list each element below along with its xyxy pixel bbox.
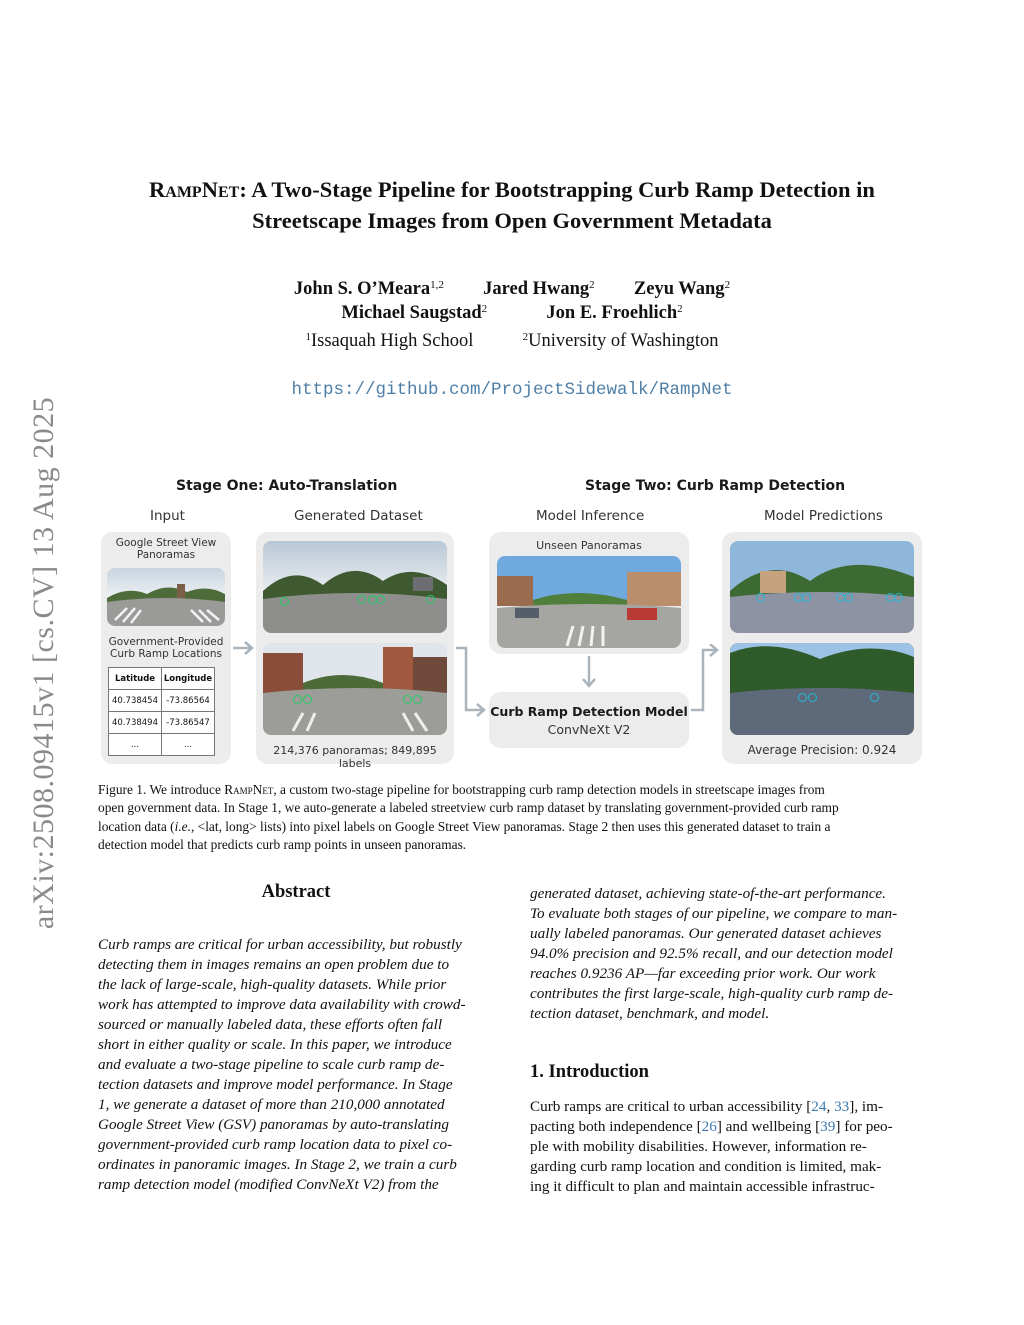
caption-prefix: Figure 1. We introduce (98, 782, 225, 797)
abstract-line: short in either quality or scale. In this paper, we introduce (98, 1036, 452, 1053)
model-name: ConvNeXt V2 (547, 722, 631, 737)
table-cell: 40.738454 (109, 690, 162, 712)
label-dot (403, 695, 412, 704)
prediction-dot (802, 593, 811, 602)
prediction-dot (844, 593, 853, 602)
author-sup: 2 (481, 303, 488, 315)
unseen-label: Unseen Panoramas (536, 539, 642, 552)
caption-line4: detection model that predicts curb ramp points in unseen panoramas. (98, 836, 467, 852)
intro-text: ] for peo- (835, 1118, 893, 1135)
stage-one-title: Stage One: Auto-Translation (176, 478, 398, 494)
caption-line1: , a custom two-stage pipeline for bootstrapping curb ramp detection models in streetscape images from (273, 782, 825, 797)
arxiv-id[interactable]: arXiv:2508.09415v1 [cs.CV] 13 Aug 2025 (27, 396, 60, 930)
abstract-line: contributes the first large-scale, high-quality curb ramp de- (530, 985, 894, 1002)
abstract-line: detecting them in images remains an open problem due to (98, 956, 450, 973)
generated-panorama-2 (263, 643, 447, 735)
col-input: Input (150, 508, 185, 524)
author-sup: 2 (724, 279, 731, 291)
arrow-down-icon (580, 654, 598, 692)
abstract-right (530, 884, 926, 1024)
intro-text: , (826, 1098, 835, 1115)
table-cell: ... (162, 734, 215, 756)
prediction-dot (870, 693, 879, 702)
average-precision: Average Precision: 0.924 (747, 743, 897, 757)
authors-row-1 (100, 279, 924, 300)
abstract-line: work has attempted to improve data availability with crowd- (98, 996, 466, 1013)
prediction-panorama-1 (730, 541, 914, 633)
table-header-row (109, 668, 215, 690)
abstract-line: government-provided curb ramp location data to pixel co- (98, 1136, 453, 1153)
abstract-line: tection datasets and improve model performance. In Stage (98, 1076, 453, 1093)
abstract-heading: Abstract (261, 882, 331, 902)
prediction-panorama-2 (730, 643, 914, 735)
intro-text: ] and wellbeing [ (716, 1118, 821, 1135)
generated-panorama-1 (263, 541, 447, 633)
gsv-label: Google Street View Panoramas (115, 537, 217, 561)
author-name: John S. O’Meara (293, 279, 431, 299)
table-header: Longitude (162, 668, 215, 690)
figure-1 (96, 474, 928, 774)
location-table (108, 667, 215, 756)
model-title: Curb Ramp Detection Model (490, 704, 688, 719)
label-dot (426, 595, 435, 604)
abstract-line: and evaluate a two-stage pipeline to scale curb ramp de- (98, 1056, 445, 1073)
abstract-line: the lack of large-scale, high-quality datasets. While prior (98, 976, 447, 993)
title-line2: Streetscape Images from Open Government Metadata (252, 208, 772, 233)
affil-sup: 2 (522, 331, 529, 343)
arrow-to-model-icon (454, 644, 492, 724)
model-panel (489, 692, 689, 748)
github-link[interactable]: https://github.com/ProjectSidewalk/RampNet (291, 380, 733, 400)
author-name: Jon E. Froehlich (546, 303, 678, 323)
abstract-line: generated dataset, achieving state-of-the-art performance. (530, 885, 886, 902)
label-dot (376, 595, 385, 604)
stage-two-title: Stage Two: Curb Ramp Detection (585, 478, 846, 494)
label-dot (303, 695, 312, 704)
caption-line3-b: , <lat, long> lists) into pixel labels on Google Street View panoramas. Stage 2 then uses this generated dataset to train a (190, 818, 831, 834)
table-header: Latitude (109, 668, 162, 690)
unseen-panel (489, 532, 689, 654)
author-name: Michael Saugstad (341, 303, 482, 323)
abstract-line: 1, we generate a dataset of more than 210,000 annotated (98, 1096, 445, 1113)
author-sup: 1,2 (430, 279, 444, 291)
label-dot (413, 695, 422, 704)
figure-caption (98, 781, 926, 854)
author-name: Zeyu Wang (633, 279, 725, 299)
introduction-text (530, 1097, 926, 1197)
col-generated: Generated Dataset (294, 508, 423, 524)
citation-link[interactable]: 24 (811, 1098, 827, 1115)
label-dot (280, 597, 289, 606)
prediction-dot (798, 693, 807, 702)
intro-line: ing it difficult to plan and maintain accessible infrastruc- (530, 1178, 875, 1195)
gov-label: Government-Provided Curb Ramp Locations (108, 636, 224, 660)
table-cell: -73.86564 (162, 690, 215, 712)
caption-ie: i.e. (174, 818, 191, 834)
table-row (109, 734, 215, 756)
input-panel (101, 532, 231, 764)
affil-name: University of Washington (528, 331, 719, 351)
authors-row-2 (100, 303, 924, 324)
label-dot (293, 695, 302, 704)
affiliations (100, 331, 924, 352)
abstract-line: 94.0% precision and 92.5% recall, and our detection model (530, 945, 893, 962)
title-name: RampNet (149, 177, 240, 202)
title-line1: : A Two-Stage Pipeline for Bootstrapping Curb Ramp Detection in (239, 177, 875, 202)
table-cell: ... (109, 734, 162, 756)
citation-link[interactable]: 26 (701, 1118, 717, 1135)
generated-panel (256, 532, 454, 770)
abstract-line: reaches 0.9236 AP—far exceeding prior work. Our work (530, 965, 876, 982)
affil-name: Issaquah High School (311, 331, 474, 351)
prediction-dot (756, 593, 765, 602)
table-cell: -73.86547 (162, 712, 215, 734)
citation-link[interactable]: 33 (834, 1098, 850, 1115)
prediction-dot (894, 593, 903, 602)
intro-text: Curb ramps are critical to urban accessibility [ (530, 1098, 812, 1115)
caption-name: RampNet (224, 782, 274, 797)
arxiv-sidebar (14, 368, 74, 958)
abstract-line: Curb ramps are critical for urban accessibility, but robustly (98, 936, 462, 953)
prediction-dot (808, 693, 817, 702)
caption-line2: open government data. In Stage 1, we auto-generate a labeled streetview curb ramp dataset by translating government-provided curb ramp (98, 800, 839, 816)
abstract-line: To evaluate both stages of our pipeline, we compare to man- (530, 905, 898, 922)
citation-link[interactable]: 39 (820, 1118, 836, 1135)
abstract-line: ordinates in panoramic images. In Stage 2, we train a curb (98, 1156, 457, 1173)
arrow-right-icon (232, 640, 256, 656)
author-sup: 2 (589, 279, 595, 291)
arrow-to-predictions-icon (689, 644, 725, 724)
author-name: Jared Hwang (483, 279, 590, 299)
dataset-stats: 214,376 panoramas; 849,895 labels (273, 744, 437, 770)
caption-line3-a: location data ( (98, 818, 175, 834)
abstract-left (98, 935, 494, 1195)
table-row (109, 712, 215, 734)
abstract-line: sourced or manually labeled data, these efforts often fall (98, 1016, 443, 1033)
intro-text: ], im- (849, 1098, 884, 1115)
predictions-panel (722, 532, 922, 764)
table-row (109, 690, 215, 712)
input-panorama (107, 568, 225, 626)
paper-title (100, 174, 924, 236)
label-dot (357, 595, 366, 604)
introduction-heading: 1. Introduction (530, 1062, 649, 1082)
abstract-line: ually labeled panoramas. Our generated dataset achieves (530, 925, 882, 942)
abstract-line: ramp detection model (modified ConvNeXt V2) from the (98, 1176, 439, 1193)
table-cell: 40.738494 (109, 712, 162, 734)
author-sup: 2 (677, 303, 683, 315)
col-predictions: Model Predictions (764, 508, 883, 524)
col-inference: Model Inference (536, 508, 645, 524)
unseen-panorama (497, 556, 681, 648)
abstract-line: Google Street View (GSV) panoramas by auto-translating (98, 1116, 449, 1133)
affil-sup: 1 (305, 331, 311, 343)
intro-line: garding curb ramp location and condition is limited, mak- (530, 1158, 882, 1175)
intro-line: ple with mobility disabilities. However, information re- (530, 1138, 867, 1155)
intro-text: pacting both independence [ (530, 1118, 702, 1135)
abstract-line: tection dataset, benchmark, and model. (530, 1005, 770, 1022)
